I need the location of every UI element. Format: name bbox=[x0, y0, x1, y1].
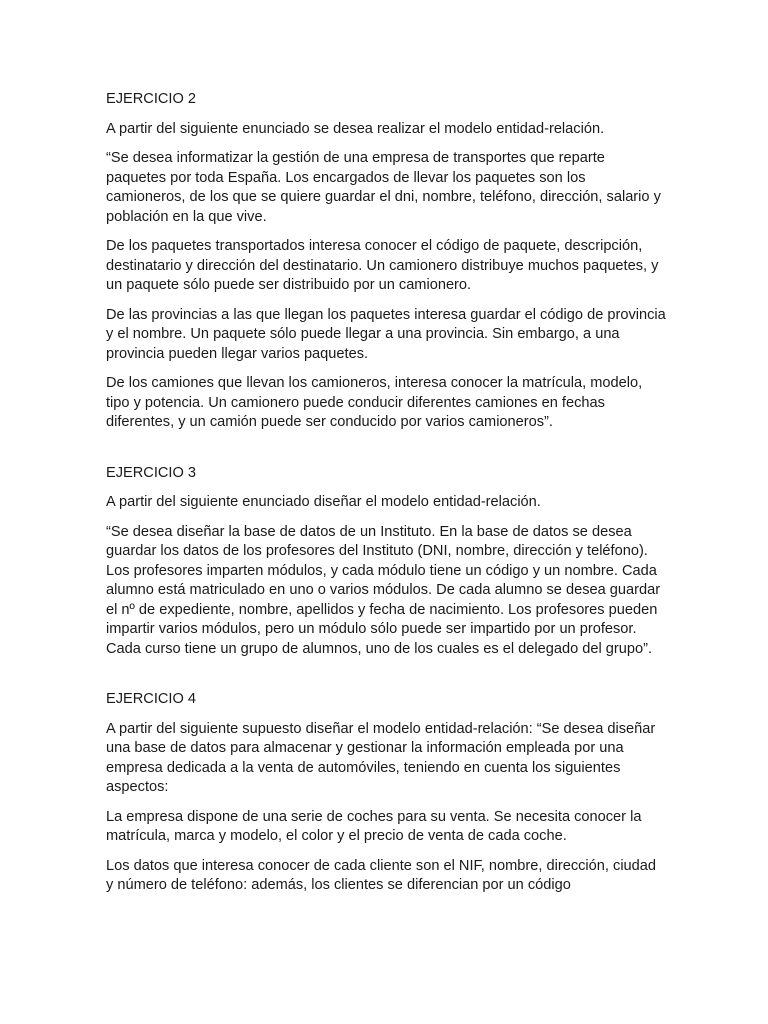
exercise-2-heading: EJERCICIO 2 bbox=[106, 91, 197, 107]
exercise-2-paragraph-camioneros: “Se desea informatizar la gestión de una empresa de transportes que reparte paquetes por toda España. Los encargados de llevar los paquetes son los camioneros, de los que se quiere guardar el dni, nombre, teléfono, dirección, salario y población en la que vive. bbox=[106, 150, 661, 225]
exercise-4-intro: A partir del siguiente supuesto diseñar el modelo entidad-relación: “Se desea diseñar una base de datos para almacenar y gestionar la información empleada por una empresa dedicada a la venta de automóviles, teniendo en cuenta los siguientes aspectos: bbox=[106, 720, 656, 795]
exercise-2-paragraph-paquetes: De los paquetes transportados interesa conocer el código de paquete, descripción, destinatario y dirección del destinatario. Un camionero distribuye muchos paquetes, y un paquete sólo puede ser distribuido por un camionero. bbox=[106, 238, 659, 293]
exercise-4-paragraph-coches: La empresa dispone de una serie de coches para su venta. Se necesita conocer la matrícula, marca y modelo, el color y el precio de venta de cada coche. bbox=[106, 808, 642, 844]
exercise-3-heading: EJERCICIO 3 bbox=[106, 464, 197, 481]
exercise-2-paragraph-camiones: De los camiones que llevan los camioneros, interesa conocer la matrícula, modelo, tipo y potencia. Un camionero puede conducir diferentes camiones en fechas diferentes, y un camión puede ser conducido por varios camioneros”. bbox=[106, 375, 643, 430]
exercise-4-paragraph-clientes: Los datos que interesa conocer de cada cliente son el NIF, nombre, dirección, ciudad y número de teléfono: además, los clientes se diferencian por un código bbox=[106, 857, 657, 893]
document-body bbox=[106, 90, 666, 896]
exercise-4-heading: EJERCICIO 4 bbox=[106, 691, 197, 707]
exercise-2-section bbox=[106, 90, 666, 433]
exercise-4-section bbox=[106, 690, 666, 896]
exercise-3-intro: A partir del siguiente enunciado diseñar el modelo entidad-relación. bbox=[106, 494, 541, 510]
exercise-2-intro: A partir del siguiente enunciado se desea realizar el modelo entidad-relación. bbox=[106, 120, 605, 137]
exercise-2-paragraph-provincias: De las provincias a las que llegan los paquetes interesa guardar el código de provincia y el nombre. Un paquete sólo puede llegar a una provincia. Sin embargo, a una provincia pueden llegar varios paquetes. bbox=[106, 306, 666, 362]
exercise-3-section bbox=[106, 464, 666, 660]
exercise-3-paragraph-instituto: “Se desea diseñar la base de datos de un Instituto. En la base de datos se desea guardar los datos de los profesores del Instituto (DNI, nombre, dirección y teléfono). Los profesores imparten módulos, y cada módulo tiene un código y un nombre. Cada alumno está matriculado en uno o varios módulos. De cada alumno se desea guardar el nº de expediente, nombre, apellidos y fecha de nacimiento. Los profesores pueden impartir varios módulos, pero un módulo sólo puede ser impartido por un profesor. Cada curso tiene un grupo de alumnos, uno de los cuales es el delegado del grupo”. bbox=[106, 523, 661, 657]
